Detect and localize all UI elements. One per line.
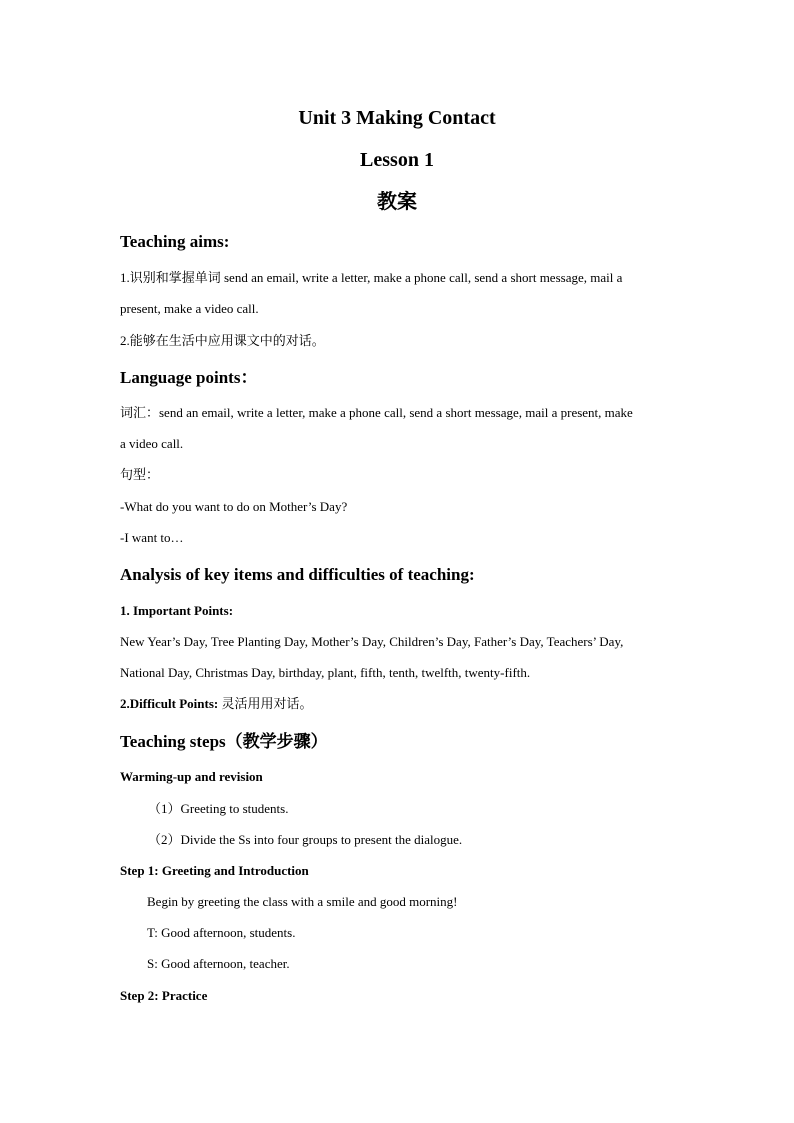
difficult-points-text: 灵活用用对话。 (218, 696, 313, 711)
step-1-heading: Step 1: Greeting and Introduction (120, 863, 309, 878)
warmup-item-2: （2）Divide the Ss into four groups to present the dialogue. (148, 832, 463, 847)
step-1-line-2: T: Good afternoon, students. (147, 925, 296, 940)
step-1-line-3: S: Good afternoon, teacher. (147, 956, 290, 971)
document-title: Unit 3 Making Contact (298, 107, 496, 129)
vocabulary-line-2: a video call. (120, 436, 184, 451)
important-points-heading: 1. Important Points: (120, 603, 234, 618)
sentence-pattern-label: 句型： (120, 467, 160, 482)
sentence-pattern-2: -I want to… (120, 530, 184, 545)
difficult-points-line (120, 695, 312, 713)
teaching-steps-heading: Teaching steps（教学步骤） (120, 732, 328, 751)
step-1-line-1: Begin by greeting the class with a smile and good morning! (147, 894, 458, 909)
important-points-line-1: New Year’s Day, Tree Planting Day, Mother’s Day, Children’s Day, Father’s Day, Teachers’ Day, (120, 634, 624, 649)
difficult-points-label: 2.Difficult Points: (120, 696, 219, 711)
analysis-heading: Analysis of key items and difficulties of teaching: (120, 565, 475, 584)
teaching-aims-line-2: present, make a video call. (120, 301, 259, 316)
important-points-line-2: National Day, Christmas Day, birthday, plant, fifth, tenth, twelfth, twenty-fifth. (120, 665, 531, 680)
language-points-heading: Language points： (120, 368, 258, 387)
warmup-heading: Warming-up and revision (120, 769, 263, 784)
warmup-item-1: （1）Greeting to students. (148, 801, 289, 816)
teaching-aims-line-1: 1.识别和掌握单词 send an email, write a letter, make a phone call, send a short message, mail a (120, 270, 623, 285)
teaching-aims-line-3: 2.能够在生活中应用课文中的对话。 (120, 333, 325, 348)
lesson-title: Lesson 1 (360, 149, 434, 171)
teaching-aims-heading: Teaching aims: (120, 232, 230, 251)
step-2-heading: Step 2: Practice (120, 988, 208, 1003)
vocabulary-line-1: 词汇：send an email, write a letter, make a phone call, send a short message, mail a present, make (120, 405, 633, 420)
sentence-pattern-1: -What do you want to do on Mother’s Day? (120, 499, 348, 514)
lesson-plan-label: 教案 (377, 189, 417, 213)
